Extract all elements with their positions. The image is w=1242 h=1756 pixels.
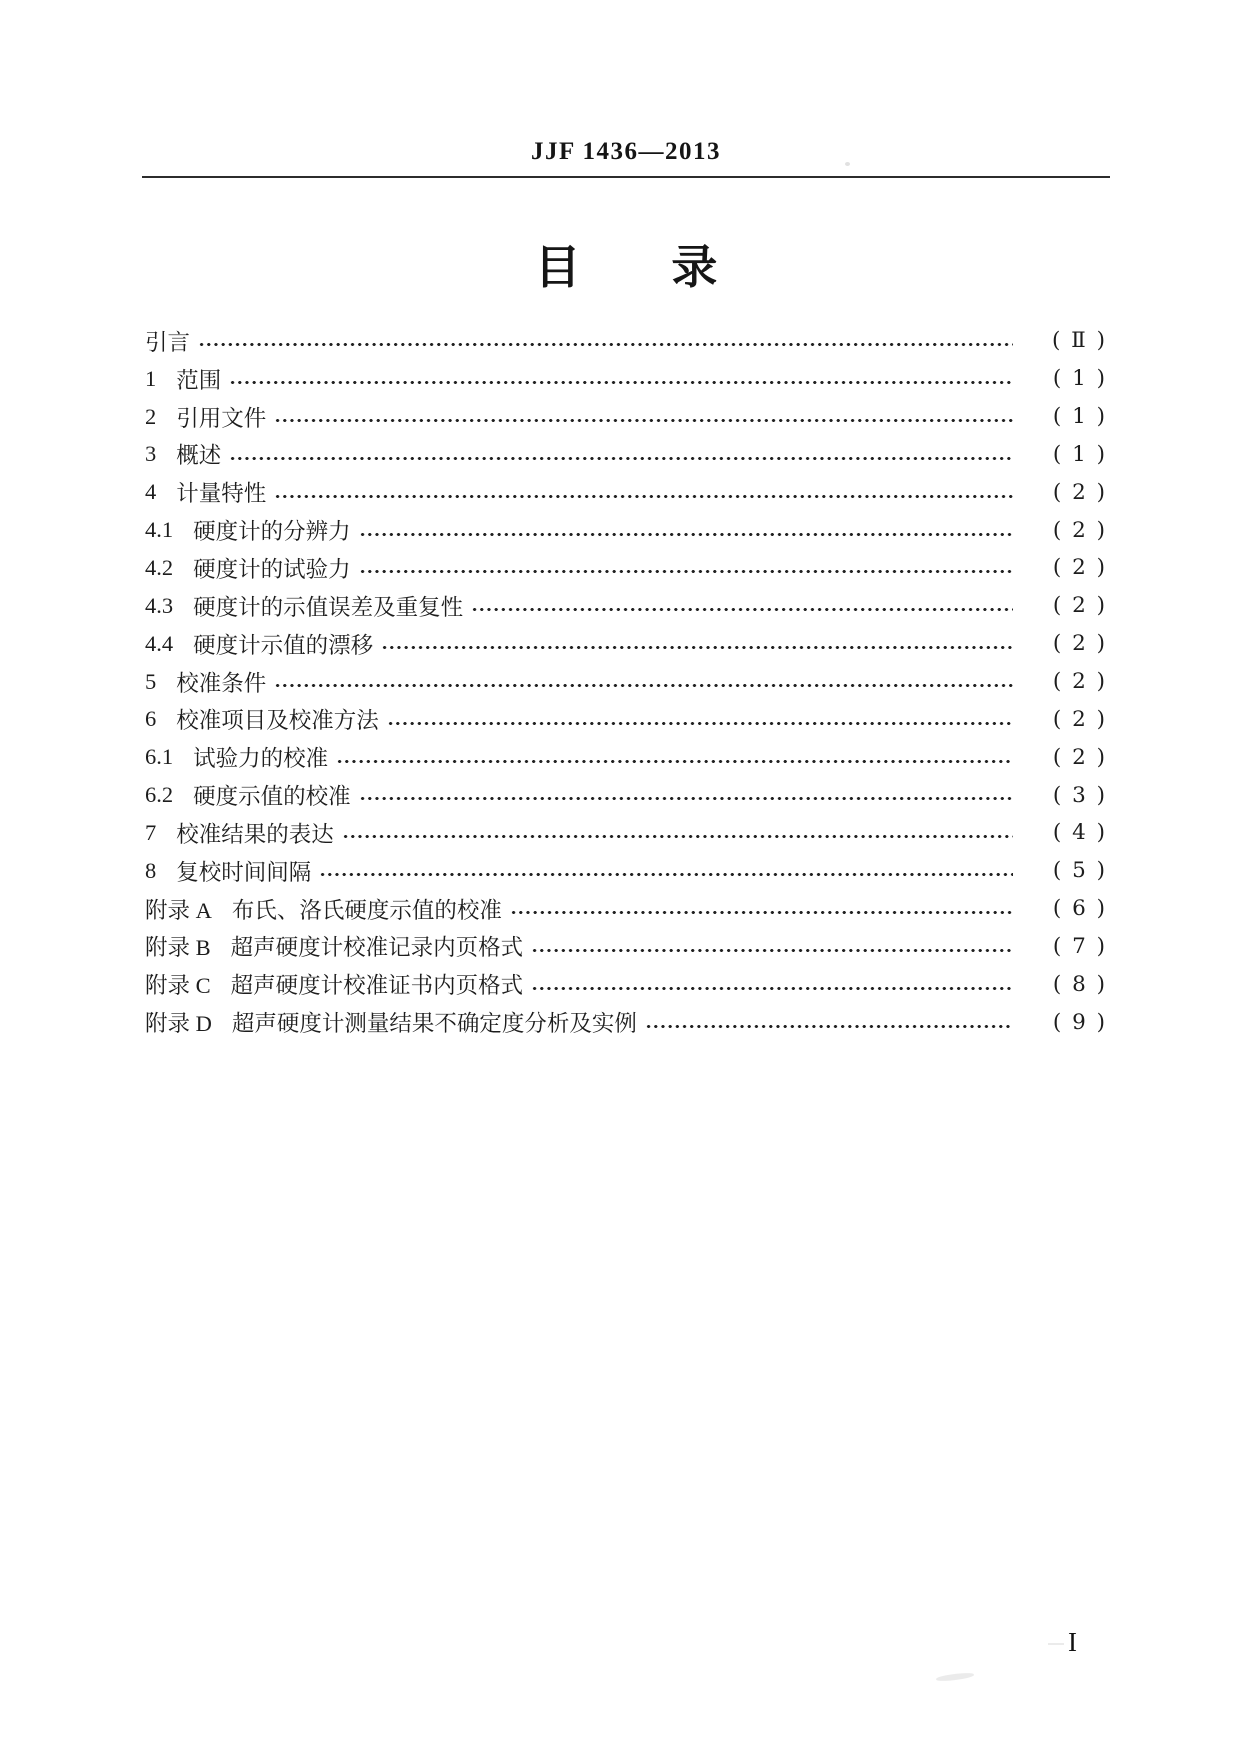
toc-row xyxy=(145,360,1107,398)
toc-entry-number: 4.2 xyxy=(145,554,174,580)
toc-row xyxy=(145,1003,1107,1041)
toc-row xyxy=(145,436,1107,474)
toc-entry-number: 8 xyxy=(145,857,157,883)
dot-leader xyxy=(274,473,1013,511)
toc-entry-number: 5 xyxy=(145,668,157,694)
dot-leader xyxy=(359,549,1013,587)
toc-entry-page: ( 2 ) xyxy=(1052,669,1107,695)
dot-leader xyxy=(531,928,1013,966)
toc-entry-title: 超声硬度计测量结果不确定度分析及实例 xyxy=(231,1011,637,1037)
toc-entry-title: 超声硬度计校准证书内页格式 xyxy=(230,973,524,999)
dot-leader xyxy=(510,890,1013,928)
toc-entry-page: ( 2 ) xyxy=(1052,593,1107,619)
toc-row xyxy=(145,587,1107,625)
toc-entry-page: ( 1 ) xyxy=(1052,366,1107,392)
standard-number: JJF 1436—2013 xyxy=(530,138,722,165)
toc-entry-title: 校准项目及校准方法 xyxy=(176,708,379,734)
toc-entry-title: 范围 xyxy=(176,367,222,393)
toc-entry-page: ( 7 ) xyxy=(1052,933,1107,959)
toc-list xyxy=(145,322,1107,1041)
toc-entry-title: 试验力的校准 xyxy=(193,746,329,772)
dot-leader xyxy=(342,814,1013,852)
toc-entry-page: ( 9 ) xyxy=(1052,1009,1107,1035)
toc-entry-number: 6.1 xyxy=(145,744,174,770)
toc-entry-title: 校准条件 xyxy=(176,670,267,696)
toc-entry-title: 超声硬度计校准记录内页格式 xyxy=(230,935,524,961)
dot-leader xyxy=(359,511,1013,549)
toc-row xyxy=(145,473,1107,511)
toc-entry-page: ( 2 ) xyxy=(1052,744,1107,770)
dot-leader xyxy=(198,322,1013,360)
toc-entry-page: ( Ⅱ ) xyxy=(1051,328,1107,354)
toc-entry-page: ( 1 ) xyxy=(1052,404,1107,430)
dot-leader xyxy=(381,625,1013,663)
toc-entry-number: 6.2 xyxy=(145,782,174,808)
toc-entry-page: ( 5 ) xyxy=(1052,858,1107,884)
toc-entry-title: 硬度计的试验力 xyxy=(193,556,351,582)
toc-row xyxy=(145,398,1107,436)
toc-row xyxy=(145,738,1107,776)
dot-leader xyxy=(336,738,1013,776)
toc-entry-title: 概述 xyxy=(176,443,222,469)
toc-entry-number: 4.1 xyxy=(145,517,174,543)
dot-leader xyxy=(274,663,1013,701)
toc-entry-number: 4.3 xyxy=(145,592,174,618)
dot-leader xyxy=(531,965,1013,1003)
dot-leader xyxy=(359,776,1013,814)
toc-row xyxy=(145,625,1107,663)
toc-entry-number: 附录 C xyxy=(145,973,211,999)
toc-entry-number: 附录 D xyxy=(145,1011,212,1037)
scan-artifact xyxy=(936,1672,974,1683)
toc-entry-page: ( 8 ) xyxy=(1052,971,1107,997)
toc-row xyxy=(145,511,1107,549)
toc-row xyxy=(145,549,1107,587)
toc-entry-title: 引言 xyxy=(145,329,191,355)
dot-leader xyxy=(471,587,1013,625)
toc-entry-page: ( 3 ) xyxy=(1052,782,1107,808)
dot-leader xyxy=(319,852,1013,890)
toc-entry-page: ( 2 ) xyxy=(1052,517,1107,543)
dot-leader xyxy=(229,360,1013,398)
toc-entry-title: 复校时间间隔 xyxy=(176,859,312,885)
toc-entry-number: 7 xyxy=(145,819,157,845)
toc-row xyxy=(145,890,1107,928)
toc-row xyxy=(145,700,1107,738)
toc-entry-title: 硬度示值的校准 xyxy=(193,784,351,810)
toc-entry-title: 引用文件 xyxy=(176,405,267,431)
toc-row xyxy=(145,965,1107,1003)
toc-entry-title: 硬度计的示值误差及重复性 xyxy=(193,594,464,620)
toc-entry-title: 计量特性 xyxy=(176,481,267,507)
toc-entry-page: ( 2 ) xyxy=(1052,631,1107,657)
toc-entry-number: 4.4 xyxy=(145,630,174,656)
toc-entry-title: 布氏、洛氏硬度示值的校准 xyxy=(231,897,502,923)
toc-entry-number: 1 xyxy=(145,365,157,391)
toc-entry-page: ( 2 ) xyxy=(1052,555,1107,581)
toc-entry-number: 2 xyxy=(145,403,157,429)
toc-entry-title: 硬度计的分辨力 xyxy=(193,519,351,545)
toc-entry-number: 4 xyxy=(145,479,157,505)
toc-row xyxy=(145,852,1107,890)
toc-entry-page: ( 2 ) xyxy=(1052,479,1107,505)
toc-row xyxy=(145,776,1107,814)
page-title: 目 录 xyxy=(534,241,718,293)
toc-entry-page: ( 1 ) xyxy=(1052,441,1107,467)
toc-row xyxy=(145,928,1107,966)
toc-row xyxy=(145,322,1107,360)
toc-entry-title: 硬度计示值的漂移 xyxy=(193,632,374,658)
header-rule xyxy=(142,176,1110,178)
dot-leader xyxy=(645,1003,1013,1041)
dot-leader xyxy=(387,700,1013,738)
scan-artifact xyxy=(1048,1643,1064,1645)
toc-entry-number: 3 xyxy=(145,441,157,467)
dot-leader xyxy=(274,398,1013,436)
toc-entry-page: ( 6 ) xyxy=(1052,896,1107,922)
folio-page-number: I xyxy=(1068,1627,1077,1657)
toc-entry-number: 6 xyxy=(145,706,157,732)
toc-entry-page: ( 2 ) xyxy=(1052,706,1107,732)
toc-entry-page: ( 4 ) xyxy=(1052,820,1107,846)
toc-entry-title: 校准结果的表达 xyxy=(176,821,334,847)
dot-leader xyxy=(229,436,1013,474)
toc-entry-number: 附录 A xyxy=(145,897,212,923)
toc-entry-number: 附录 B xyxy=(145,935,211,961)
toc-row xyxy=(145,663,1107,701)
toc-row xyxy=(145,814,1107,852)
